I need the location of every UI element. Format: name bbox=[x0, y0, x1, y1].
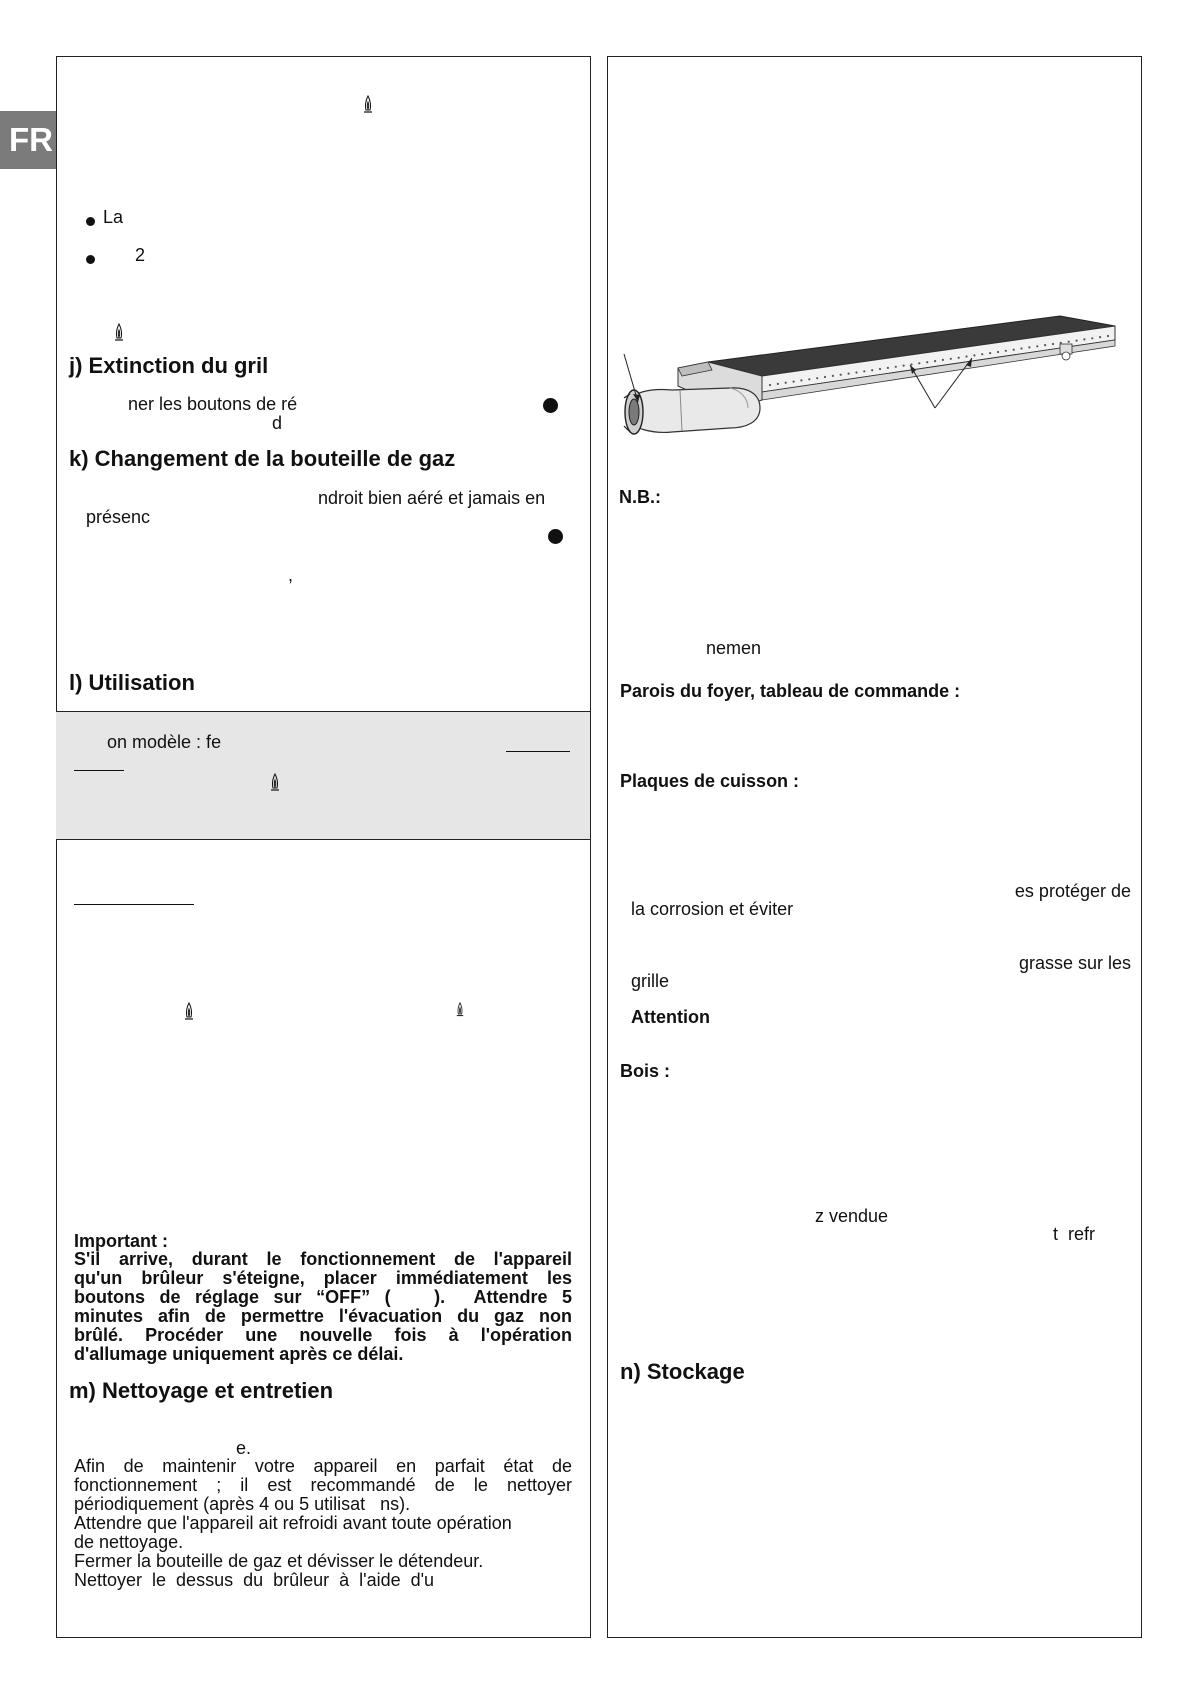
blank-line bbox=[74, 770, 124, 771]
corrosion-fragment: la corrosion et éviter bbox=[631, 899, 794, 919]
cleaning-line: Afin de maintenir votre appareil en parfait état de bbox=[74, 1456, 572, 1476]
bois-heading: Bois : bbox=[620, 1061, 671, 1081]
gas-port-dot bbox=[950, 358, 952, 360]
bullet-dot bbox=[86, 217, 95, 226]
gas-port-dot bbox=[926, 361, 928, 363]
gas-port-dot bbox=[1099, 336, 1101, 338]
gas-port-dot bbox=[958, 357, 960, 359]
gas-port-dot bbox=[800, 379, 802, 381]
flame-icon bbox=[114, 323, 124, 343]
gas-port-dot bbox=[1052, 343, 1054, 345]
blank-line bbox=[74, 904, 194, 905]
heading-n: n) Stockage bbox=[620, 1359, 745, 1384]
heading-m: m) Nettoyage et entretien bbox=[69, 1378, 334, 1403]
flame-icon bbox=[363, 95, 373, 115]
cleaning-line: périodiquement (après 4 ou 5 utilisat ns). bbox=[74, 1494, 411, 1514]
heading-k: k) Changement de la bouteille de gaz bbox=[69, 446, 456, 471]
gas-port-dot bbox=[973, 354, 975, 356]
cleaning-paragraph bbox=[74, 1457, 572, 1590]
refr-fragment: t refr bbox=[1053, 1224, 1096, 1244]
k-comma: , bbox=[288, 565, 294, 585]
gas-port-dot bbox=[1060, 342, 1062, 344]
flame-icon bbox=[456, 1002, 464, 1018]
gas-port-dot bbox=[832, 375, 834, 377]
gas-port-dot bbox=[895, 366, 897, 368]
cleaning-line: fonctionnement ; il est recommandé de le nettoyer bbox=[74, 1475, 572, 1495]
gas-port-dot bbox=[1005, 350, 1007, 352]
gas-port-dot bbox=[1036, 345, 1038, 347]
cleaning-line: de nettoyage. bbox=[74, 1532, 184, 1552]
important-line: brûlé. Procéder une nouvelle fois à l'opération bbox=[74, 1325, 572, 1345]
language-tab: FR bbox=[0, 111, 57, 169]
flame-icon bbox=[184, 1002, 194, 1022]
nemen-fragment: nemen bbox=[706, 638, 762, 658]
bullet-text-2: 2 bbox=[135, 245, 146, 265]
gas-port-dot bbox=[777, 383, 779, 385]
gas-port-dot bbox=[1107, 335, 1109, 337]
grasse-fragment: grasse sur les bbox=[1018, 953, 1131, 973]
protect-fragment: es protéger de bbox=[1014, 881, 1131, 901]
info-box bbox=[56, 711, 590, 840]
k-line-2: présenc bbox=[86, 507, 151, 527]
gas-port-dot bbox=[1068, 341, 1070, 343]
important-title: Important : bbox=[74, 1231, 168, 1251]
nb-label: N.B.: bbox=[619, 487, 661, 507]
important-line: S'il arrive, durant le fonctionnement de l'appareil bbox=[74, 1249, 572, 1269]
cleaning-line: Attendre que l'appareil ait refroidi avant toute opération bbox=[74, 1513, 512, 1533]
j-line-1: ner les boutons de ré bbox=[128, 394, 298, 414]
gas-port-dot bbox=[855, 371, 857, 373]
bullet-dot-large bbox=[548, 529, 563, 544]
gas-port-dot bbox=[918, 362, 920, 364]
gas-port-dot bbox=[808, 378, 810, 380]
important-line: d'allumage uniquement après ce délai. bbox=[74, 1344, 404, 1364]
burner-illustration bbox=[620, 310, 1120, 460]
m-fragment: e. bbox=[236, 1438, 252, 1458]
bullet-text-1: La bbox=[103, 207, 124, 227]
important-paragraph bbox=[74, 1250, 572, 1364]
bullet-dot-large bbox=[543, 398, 558, 413]
gas-port-dot bbox=[934, 360, 936, 362]
gas-port-dot bbox=[848, 373, 850, 375]
grille-fragment: grille bbox=[631, 971, 670, 991]
right-column-frame bbox=[607, 56, 1142, 1638]
gas-port-dot bbox=[840, 374, 842, 376]
gas-port-dot bbox=[1013, 349, 1015, 351]
heading-j: j) Extinction du gril bbox=[69, 353, 269, 378]
vendue-fragment: z vendue bbox=[815, 1206, 889, 1226]
gas-port-dot bbox=[871, 369, 873, 371]
gas-port-dot bbox=[1044, 344, 1046, 346]
gas-port-dot bbox=[1028, 346, 1030, 348]
important-line: boutons de réglage sur “OFF” ( ). Attendre 5 bbox=[74, 1287, 572, 1307]
cleaning-line: Fermer la bouteille de gaz et dévisser le détendeur. bbox=[74, 1551, 484, 1571]
gas-port-dot bbox=[887, 367, 889, 369]
flame-icon bbox=[270, 773, 280, 793]
bullet-dot bbox=[86, 255, 95, 264]
important-line: qu'un brûleur s'éteigne, placer immédiatement les bbox=[74, 1268, 572, 1288]
j-line-2: d bbox=[272, 413, 283, 433]
gas-port-dot bbox=[816, 377, 818, 379]
gas-port-dot bbox=[769, 384, 771, 386]
gas-port-dot bbox=[1083, 338, 1085, 340]
cleaning-line: Nettoyer le dessus du brûleur à l'aide d'u bbox=[74, 1570, 435, 1590]
gas-port-dot bbox=[879, 368, 881, 370]
plaques-heading: Plaques de cuisson : bbox=[620, 771, 800, 791]
gas-port-dot bbox=[965, 355, 967, 357]
gas-port-dot bbox=[1020, 347, 1022, 349]
parois-heading: Parois du foyer, tableau de commande : bbox=[620, 681, 961, 701]
gas-port-dot bbox=[1076, 340, 1078, 342]
gas-port-dot bbox=[824, 376, 826, 378]
heading-l: l) Utilisation bbox=[69, 670, 195, 695]
gas-port-dot bbox=[981, 353, 983, 355]
attention-label: Attention bbox=[631, 1007, 710, 1027]
gas-port-dot bbox=[863, 370, 865, 372]
gas-port-dot bbox=[989, 352, 991, 354]
k-line-1: ndroit bien aéré et jamais en bbox=[318, 488, 546, 508]
gas-port-dot bbox=[793, 381, 795, 383]
box-text: on modèle : fe bbox=[107, 732, 222, 752]
important-line: minutes afin de permettre l'évacuation du gaz non bbox=[74, 1306, 572, 1326]
gas-port-dot bbox=[997, 351, 999, 353]
gas-port-dot bbox=[942, 359, 944, 361]
gas-port-dot bbox=[785, 382, 787, 384]
blank-line bbox=[506, 751, 570, 752]
gas-port-dot bbox=[903, 365, 905, 367]
gas-port-dot bbox=[1091, 337, 1093, 339]
